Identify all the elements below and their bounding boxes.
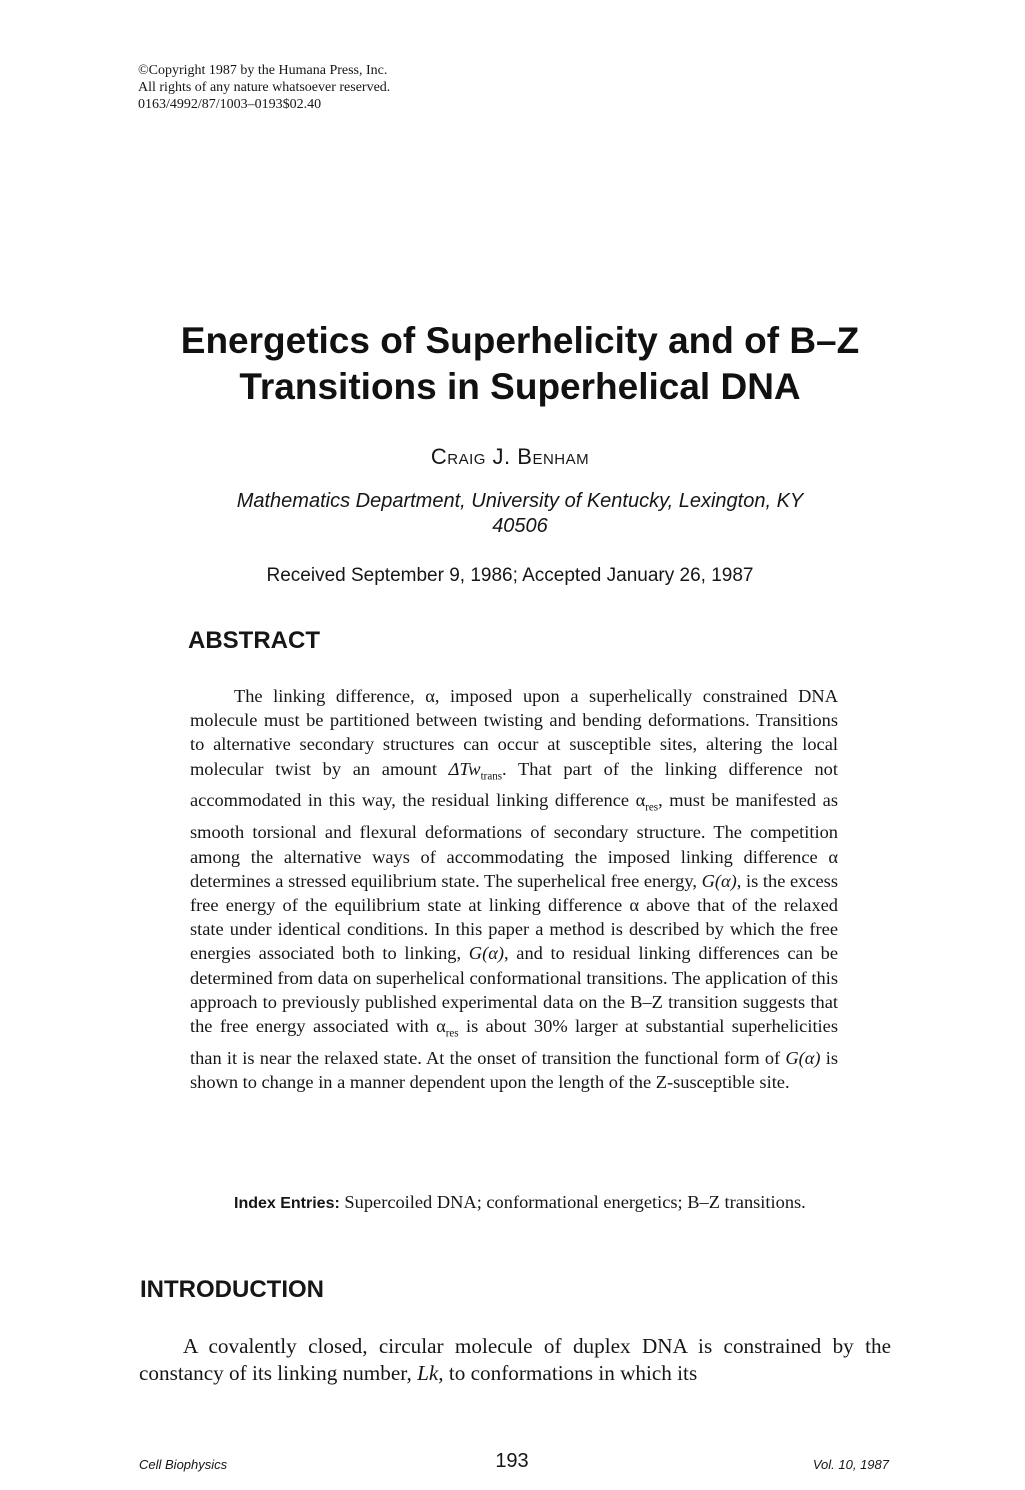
index-entries-label: Index Entries:	[234, 1195, 340, 1212]
abstract-text: , must be manifested as smooth torsional and flexural deformations of secondary structure. The competition among the alternative ways of accommodating the imposed linking difference α determines a stressed equilibrium state. The superhelical free energy,	[190, 790, 838, 891]
g-alpha-symbol: G(α)	[785, 1047, 821, 1068]
rights-line: All rights of any nature whatsoever reserved.	[138, 80, 391, 95]
introduction-body	[139, 1333, 891, 1387]
abstract-text: is about 30% larger at substantial superhelicities than it is near the relaxed state. At the onset of transition the functional form of	[190, 1015, 838, 1068]
intro-text: A covalently closed, circular molecule of duplex DNA is constrained by the constancy of its linking number,	[139, 1334, 891, 1385]
affiliation	[130, 489, 910, 539]
abstract-heading: ABSTRACT	[188, 627, 320, 654]
copyright-notice	[138, 62, 390, 113]
res-subscript: res	[645, 802, 659, 815]
title-line-2: Transitions in Superhelical DNA	[239, 366, 801, 407]
alpha-symbol: α	[635, 790, 646, 811]
page-number: 193	[495, 1450, 529, 1472]
delta-tw-symbol: ΔTw	[448, 758, 481, 779]
trans-subscript: trans	[480, 770, 503, 783]
index-entries	[190, 1190, 838, 1216]
abstract-text: is shown to change in a manner dependent upon the length of the Z-susceptible site.	[190, 1047, 838, 1093]
res-subscript: res	[445, 1027, 459, 1040]
abstract-text: , and to residual linking differences can be determined from data on superhelical conformational transitions. The application of this approach to previously published experimental data on the B–Z transition suggests that the free energy associated with	[190, 943, 838, 1036]
volume-info: Vol. 10, 1987	[812, 1457, 889, 1472]
article-title	[100, 318, 940, 410]
g-alpha-symbol: G(α)	[701, 870, 737, 891]
lk-symbol: Lk,	[417, 1361, 444, 1385]
received-dates: Received September 9, 1986; Accepted January 26, 1987	[266, 565, 754, 586]
abstract-text: , is the excess free energy of the equilibrium state at linking difference α above that of the relaxed state under identical conditions. In this paper a method is described by which the free energies associated both to linking,	[190, 870, 838, 964]
g-alpha-symbol: G(α)	[468, 943, 504, 964]
journal-name: Cell Biophysics	[139, 1457, 228, 1472]
introduction-heading: INTRODUCTION	[140, 1276, 324, 1303]
author-name: Craig J. Benham	[430, 444, 590, 469]
affiliation-line-2: 40506	[492, 515, 548, 537]
title-line-1: Energetics of Superhelicity and of B–Z	[180, 320, 860, 361]
index-entries-text: Supercoiled DNA; conformational energetics; B–Z transitions.	[339, 1192, 806, 1212]
copyright-line: ©Copyright 1987 by the Humana Press, Inc.	[138, 63, 388, 78]
abstract-body	[190, 684, 838, 1094]
alpha-symbol: α	[436, 1015, 446, 1036]
alpha-symbol: α	[425, 686, 435, 706]
code-line: 0163/4992/87/1003–0193$02.40	[138, 97, 322, 112]
affiliation-line-1: Mathematics Department, University of Kentucky, Lexington, KY	[236, 490, 804, 512]
abstract-text: , imposed upon a superhelically constrained DNA molecule must be partitioned between twisting and bending deformations. Transitions to alternative secondary structures can occur at susceptible sites, altering the local molecular twist by an amount	[190, 686, 838, 779]
intro-text: to conformations in which its	[443, 1361, 698, 1385]
abstract-text: . That part of the linking difference not accommodated in this way, the residual linking difference	[190, 758, 838, 811]
abstract-text: The linking difference,	[234, 686, 426, 706]
